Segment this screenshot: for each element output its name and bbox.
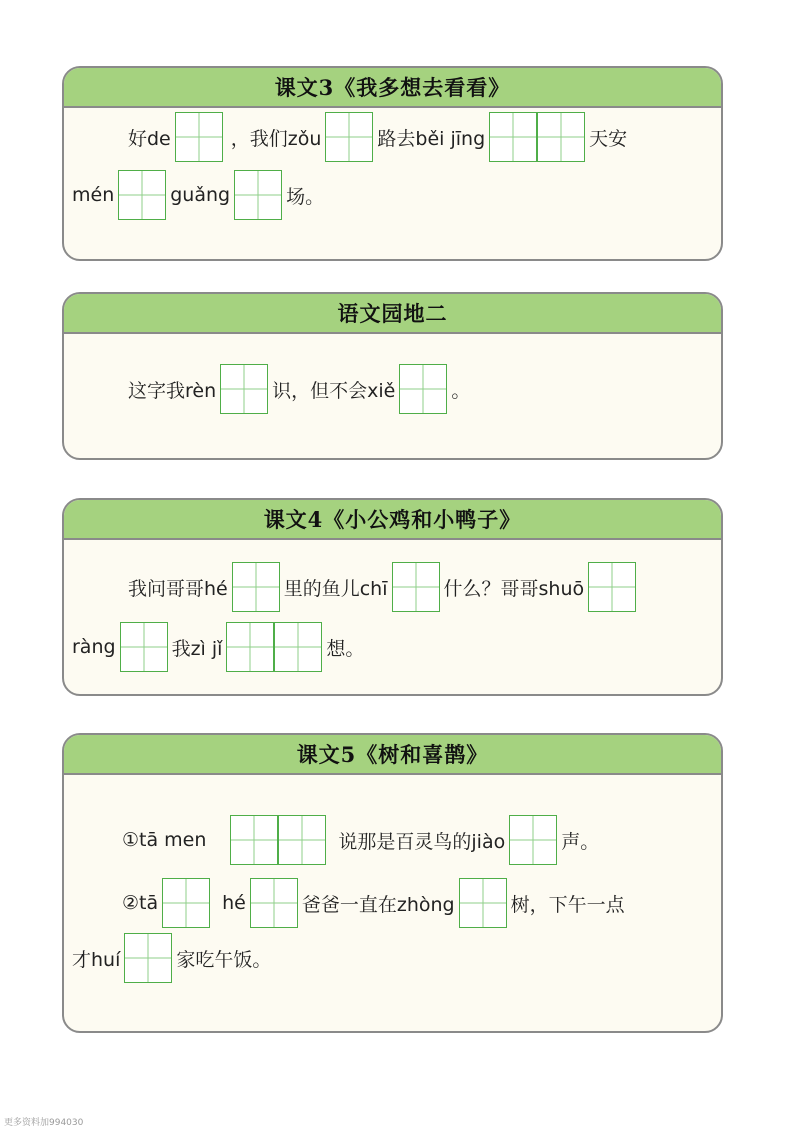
text-segment: ①tā men <box>122 829 207 851</box>
writing-box[interactable] <box>230 815 278 865</box>
text-segment: ，我们zǒu <box>230 127 322 150</box>
text-segment: guǎng <box>170 184 231 206</box>
text-segment: 好de <box>128 127 171 150</box>
section-card-1 <box>62 66 723 261</box>
exercise-line <box>128 562 640 612</box>
writing-box[interactable] <box>325 112 373 162</box>
section-title: 课文5《树和喜鹊》 <box>64 735 721 775</box>
writing-box[interactable] <box>537 112 585 162</box>
text-segment: 我zì jǐ <box>171 637 223 660</box>
exercise-line <box>72 170 324 220</box>
text-segment: 天安 <box>589 127 628 150</box>
writing-box[interactable] <box>250 878 298 928</box>
exercise-line <box>128 364 470 414</box>
text-segment: hé <box>222 892 246 914</box>
text-segment: 什么？哥哥shuō <box>443 577 585 600</box>
writing-box[interactable] <box>234 170 282 220</box>
text-segment: 说那是百灵鸟的jiào <box>338 830 506 853</box>
exercise-line <box>72 622 364 672</box>
text-segment: 想。 <box>326 637 365 660</box>
writing-box[interactable] <box>175 112 223 162</box>
section-title: 课文4《小公鸡和小鸭子》 <box>64 500 721 540</box>
writing-box[interactable] <box>232 562 280 612</box>
text-segment: 才huí <box>72 948 121 971</box>
section-title: 课文3《我多想去看看》 <box>64 68 721 108</box>
writing-box[interactable] <box>162 878 210 928</box>
text-segment: 家吃午饭。 <box>176 948 272 971</box>
text-segment: 爸爸一直在zhòng <box>301 893 455 916</box>
writing-box[interactable] <box>226 622 274 672</box>
writing-box[interactable] <box>118 170 166 220</box>
writing-box[interactable] <box>588 562 636 612</box>
exercise-line <box>128 112 627 162</box>
text-segment: 树，下午一点 <box>510 893 625 916</box>
text-segment: 路去běi jīng <box>377 127 486 150</box>
exercise-line <box>72 933 271 983</box>
writing-box[interactable] <box>278 815 326 865</box>
text-segment: 识，但不会xiě <box>272 379 396 402</box>
writing-box[interactable] <box>392 562 440 612</box>
writing-box[interactable] <box>459 878 507 928</box>
writing-box[interactable] <box>120 622 168 672</box>
exercise-line <box>122 815 599 865</box>
text-segment: 场。 <box>286 185 325 208</box>
section-title: 语文园地二 <box>64 294 721 334</box>
exercise-line <box>122 878 625 928</box>
writing-box[interactable] <box>509 815 557 865</box>
writing-box[interactable] <box>399 364 447 414</box>
text-segment: 声。 <box>561 830 600 853</box>
writing-box[interactable] <box>124 933 172 983</box>
text-segment: ràng <box>72 636 116 658</box>
text-segment: 这字我rèn <box>128 379 217 402</box>
writing-box[interactable] <box>220 364 268 414</box>
text-segment: 。 <box>451 379 471 402</box>
text-segment: mén <box>72 184 115 206</box>
text-segment: 我问哥哥hé <box>128 577 228 600</box>
text-segment: 里的鱼儿chī <box>283 577 388 600</box>
text-segment: ②tā <box>122 892 159 914</box>
writing-box[interactable] <box>489 112 537 162</box>
footer-watermark: 更多资料加994030 <box>4 1118 84 1128</box>
writing-box[interactable] <box>274 622 322 672</box>
